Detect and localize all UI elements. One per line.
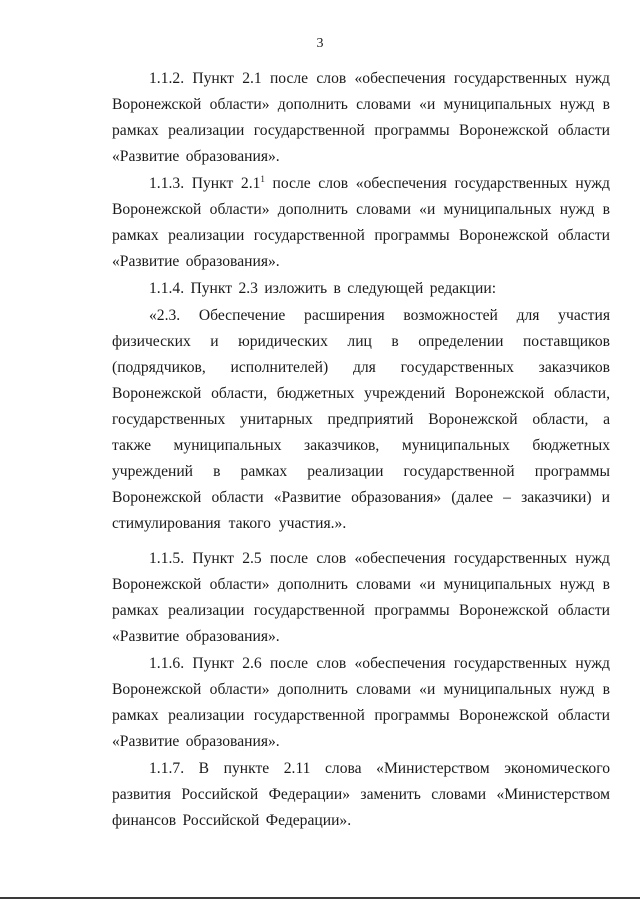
paragraph-1-1-2: 1.1.2. Пункт 2.1 после слов «обеспечения государственных нужд Воронежской области» дополнить словами «и муниципальных нужд в рамках реализации государственной программы Воронежской области «Развитие образования». — [112, 70, 610, 165]
document-body — [112, 66, 610, 834]
paragraph-2-3-quote: «2.3. Обеспечение расширения возможностей для участия физических и юридических лиц в определении поставщиков (подрядчиков, исполнителей) для государственных заказчиков Воронежской области, бюджетных учреждений Воронежской области, государственных унитарных предприятий Воронежской области, а также муниципальных заказчиков, муниципальных бюджетных учреждений в рамках реализации государственной программы Воронежской области «Развитие образования» (далее – заказчики) и стимулирования такого участия.». — [112, 307, 610, 532]
bottom-edge-rule — [0, 897, 640, 899]
paragraph-1-1-5: 1.1.5. Пункт 2.5 после слов «обеспечения государственных нужд Воронежской области» дополнить словами «и муниципальных нужд в рамках реализации государственной программы Воронежской области «Развитие образования». — [112, 550, 610, 645]
paragraph-1-1-6: 1.1.6. Пункт 2.6 после слов «обеспечения государственных нужд Воронежской области» дополнить словами «и муниципальных нужд в рамках реализации государственной программы Воронежской области «Развитие образования». — [112, 655, 610, 750]
paragraph-1-1-3-rest: после слов «обеспечения государственных нужд Воронежской области» дополнить словами «и муниципальных нужд в рамках реализации государственной программы Воронежской области «Развитие образования». — [112, 175, 610, 270]
paragraph-1-1-4: 1.1.4. Пункт 2.3 изложить в следующей редакции: — [149, 280, 497, 297]
superscript-index: 1 — [260, 174, 265, 184]
page-number: 3 — [316, 36, 324, 51]
paragraph-1-1-7: 1.1.7. В пункте 2.11 слова «Министерством экономического развития Российской Федерации» заменить словами «Министерством финансов Российской Федерации». — [112, 760, 610, 829]
paragraph-1-1-3-lead: 1.1.3. Пункт 2.1 — [149, 175, 261, 192]
paragraph-1-1-3 — [112, 171, 610, 275]
